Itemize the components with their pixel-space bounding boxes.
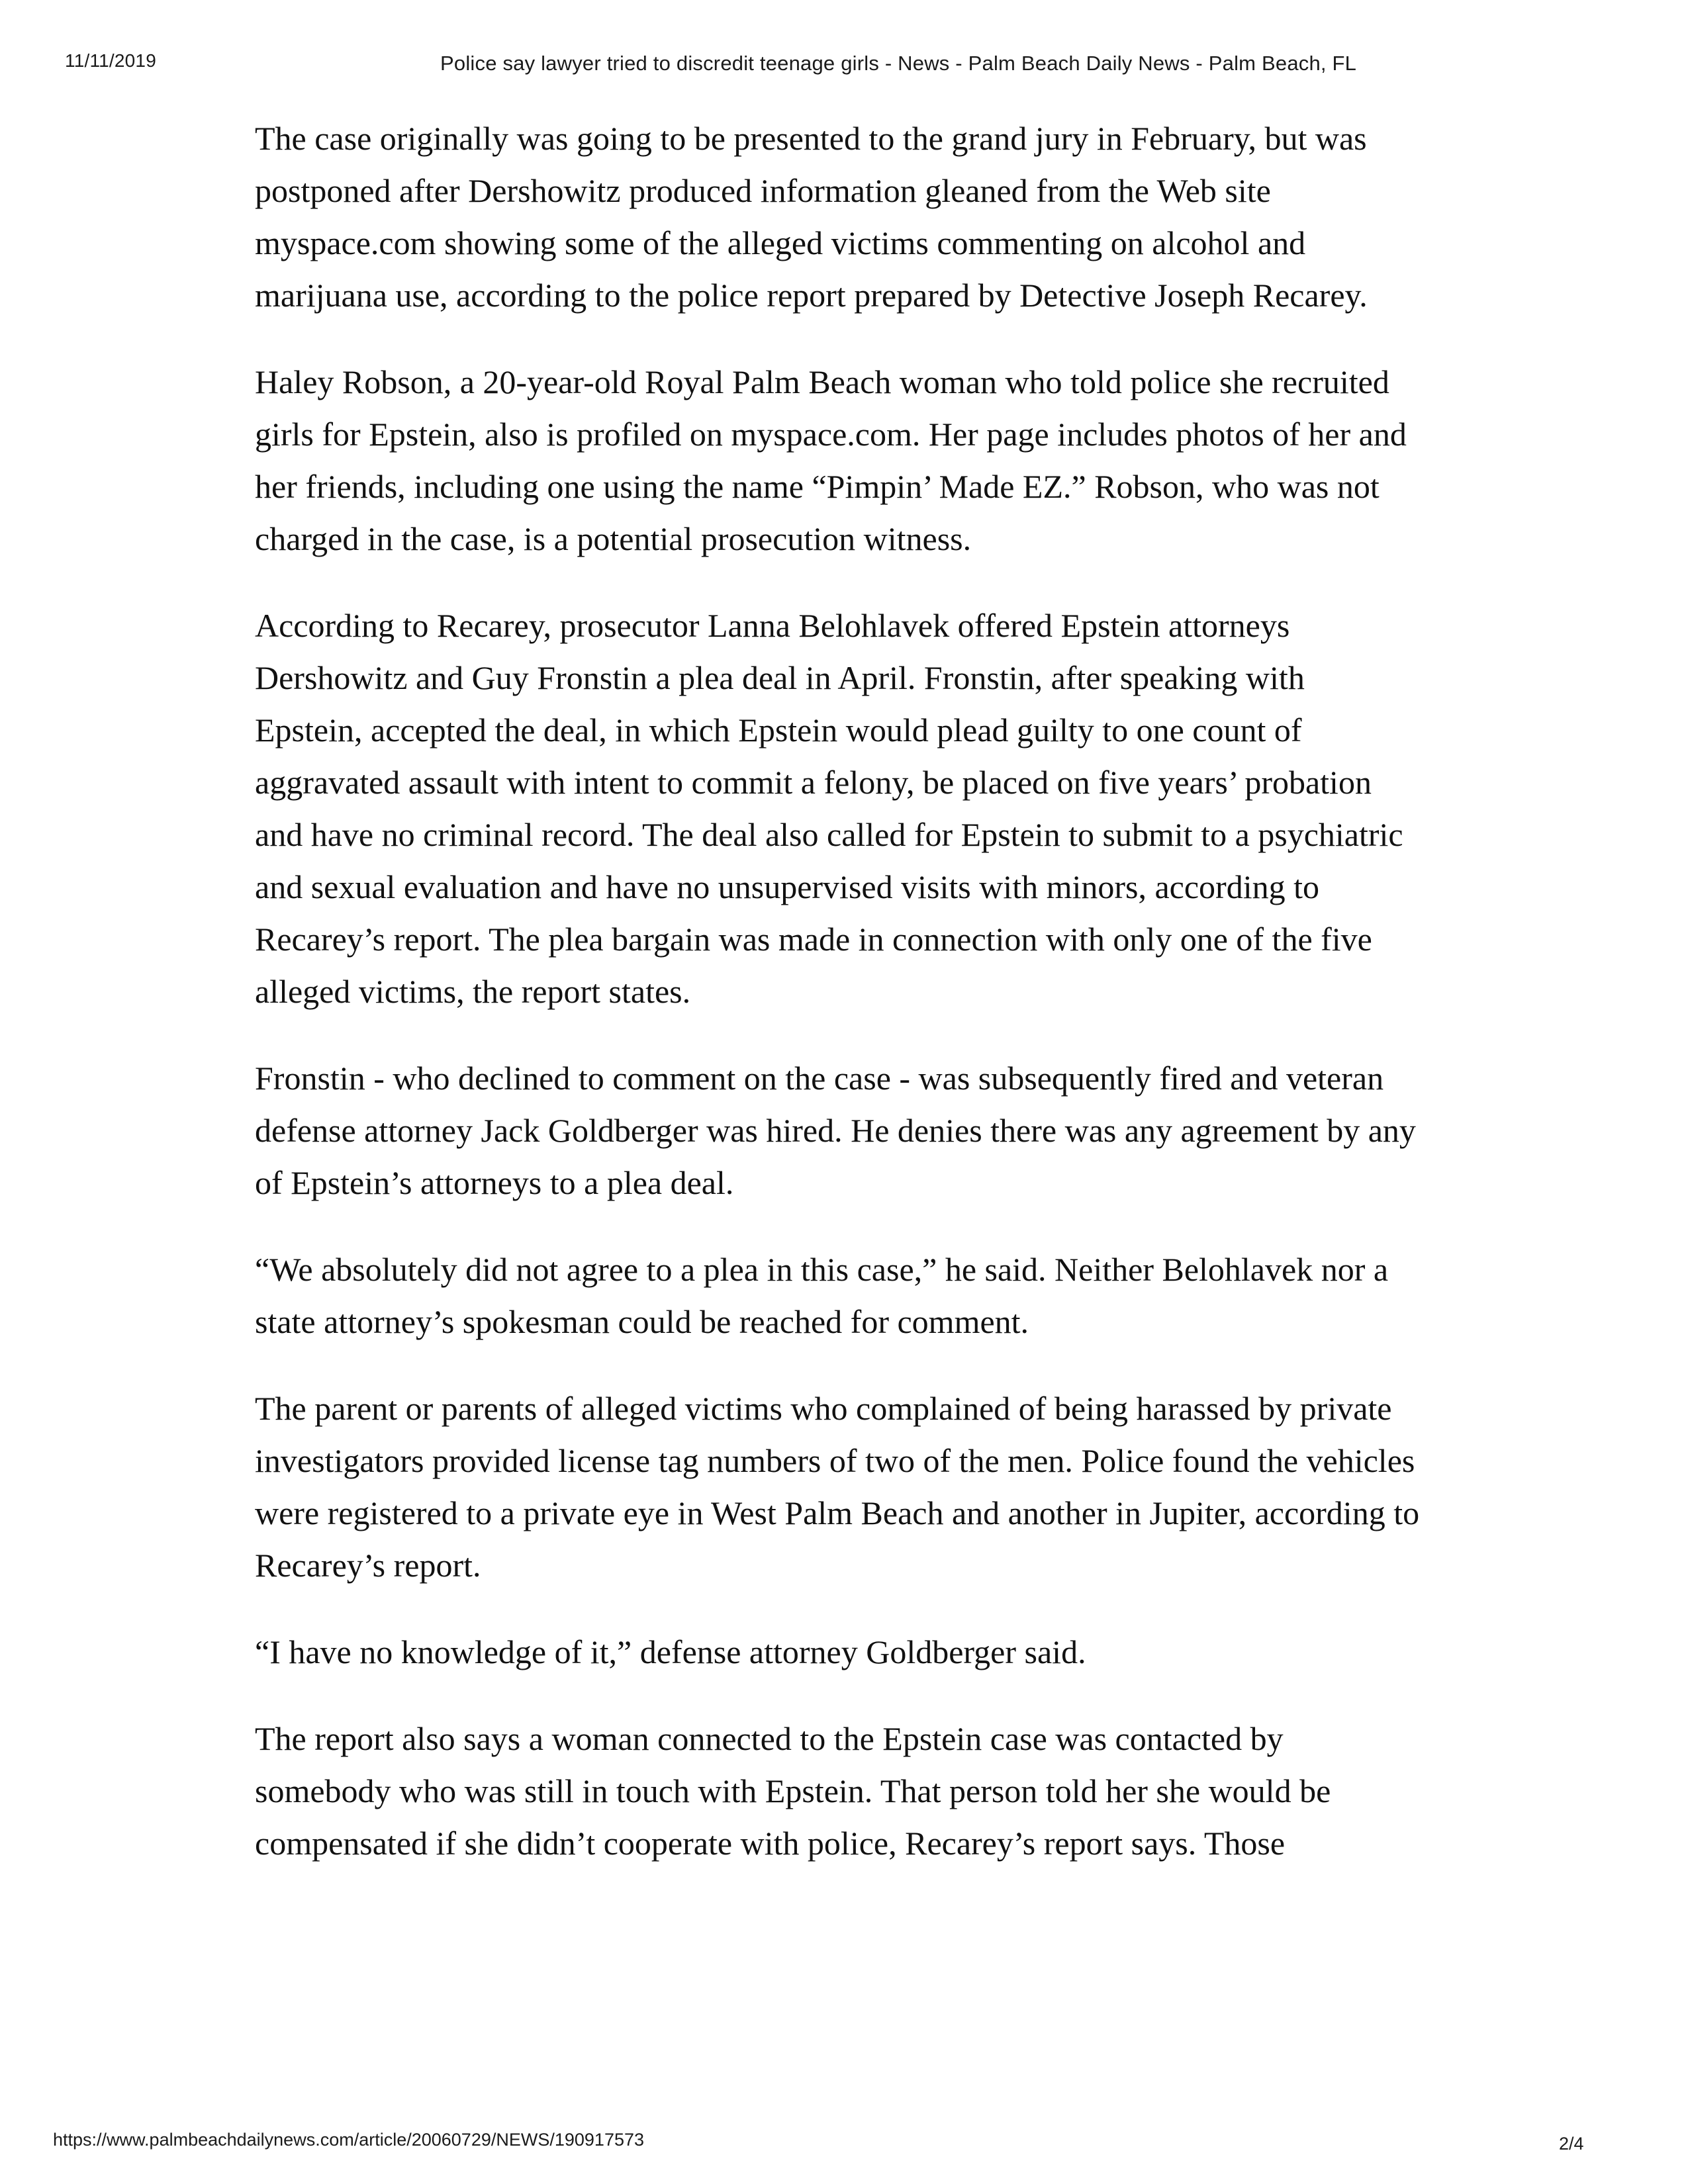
paragraph: According to Recarey, prosecutor Lanna Belohlavek offered Epstein attorneys Dershowitz and Guy Fronstin a plea deal in April. Fronstin, after speaking with Epstein, accepted the deal, in which Epstein would plead guilty to one count of aggravated assault with intent to commit a felony, be placed on five years’ probation and have no criminal record. The deal also called for Epstein to submit to a psychiatric and sexual evaluation and have no unsupervised visits with minors, according to Recarey’s report. The plea bargain was made in connection with only one of the five alleged victims, the report states. <box>255 607 1403 1010</box>
paragraph: The report also says a woman connected to the Epstein case was contacted by somebody who was still in touch with Epstein. That person told her she would be compensated if she didn’t cooperate with police, Recarey’s report says. Those <box>255 1720 1331 1862</box>
paragraph: Fronstin - who declined to comment on the case - was subsequently fired and veteran defense attorney Jack Goldberger was hired. He denies there was any agreement by any of Epstein’s attorneys to a plea deal. <box>255 1060 1416 1201</box>
print-date: 11/11/2019 <box>65 50 156 71</box>
page-title: Police say lawyer tried to discredit teenage girls - News - Palm Beach Daily News - Palm Beach, FL <box>440 52 1357 75</box>
page-number: 2/4 <box>1559 2134 1584 2154</box>
paragraph: “We absolutely did not agree to a plea in this case,” he said. Neither Belohlavek nor a state attorney’s spokesman could be reached for comment. <box>255 1251 1389 1340</box>
paragraph: The parent or parents of alleged victims who complained of being harassed by private investigators provided license tag numbers of two of the men. Police found the vehicles were registered to a private eye in West Palm Beach and another in Jupiter, according to Recarey’s report. <box>255 1390 1420 1584</box>
paragraph: Haley Robson, a 20-year-old Royal Palm Beach woman who told police she recruited girls for Epstein, also is profiled on myspace.com. Her page includes photos of her and her friends, including one using the name “Pimpin’ Made EZ.” Robson, who was not charged in the case, is a potential prosecution witness. <box>255 363 1407 557</box>
article-body <box>255 113 1420 1904</box>
source-url-link[interactable]: https://www.palmbeachdailynews.com/article/20060729/NEWS/190917573 <box>53 2130 645 2150</box>
paragraph: The case originally was going to be presented to the grand jury in February, but was postponed after Dershowitz produced information gleaned from the Web site myspace.com showing some of the alleged victims commenting on alcohol and marijuana use, according to the police report prepared by Detective Joseph Recarey. <box>255 120 1368 314</box>
paragraph: “I have no knowledge of it,” defense attorney Goldberger said. <box>255 1633 1086 1670</box>
